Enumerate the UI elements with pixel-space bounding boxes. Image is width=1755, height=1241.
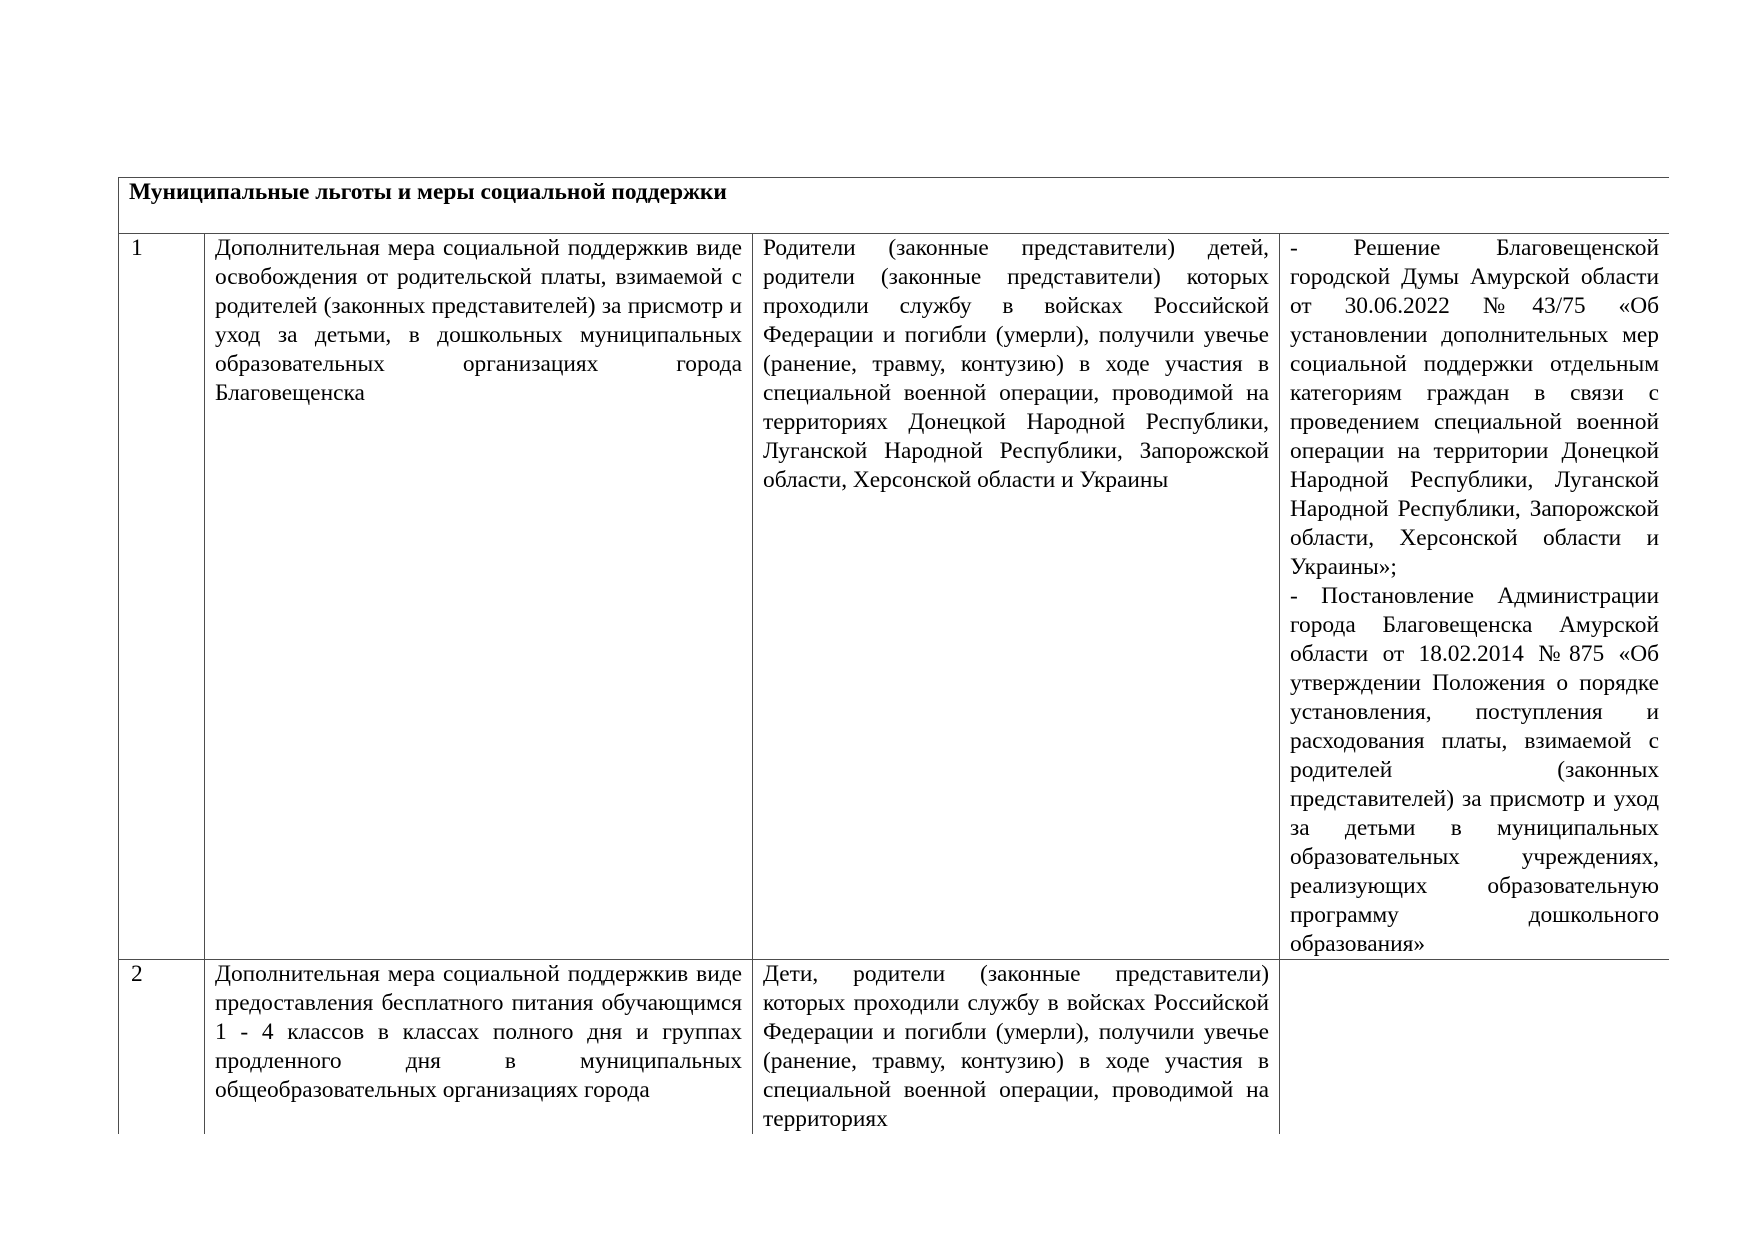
measure-cell: Дополнительная мера социальной поддержкив виде освобождения от родительской платы, взимаемой с родителей (законных представителей) за присмотр и уход за детьми, в дошкольных муниципальных образовательных организациях города Благовещенска <box>205 234 753 960</box>
table-row <box>119 960 1670 1135</box>
benefits-table-container <box>118 177 1669 1134</box>
table-header-row <box>119 178 1670 234</box>
measure-cell: Дополнительная мера социальной поддержкив виде предоставления бесплатного питания обучающимся 1 - 4 классов в классах полного дня и группах продленного дня в муниципальных общеобразовательных организациях города <box>205 960 753 1135</box>
recipients-cell: Дети, родители (законные представители) которых проходили службу в войсках Российской Федерации и погибли (умерли), получили увечье (ранение, травму, контузию) в ходе участия в специальной военной операции, проводимой на территориях <box>753 960 1280 1135</box>
table-title: Муниципальные льготы и меры социальной поддержки <box>119 178 1670 234</box>
legal-basis-item: - Постановление Администрации города Благовещенска Амурской области от 18.02.2014 №875 «Об утверждении Положения о порядке установления, поступления и расходования платы, взимаемой с родителей (законных представителей) за присмотр и уход за детьми в муниципальных образовательных учреждениях, реализующих образовательную программу дошкольного образования» <box>1290 583 1660 957</box>
recipients-cell: Родители (законные представители) детей, родители (законные представители) которых проходили службу в войсках Российской Федерации и погибли (умерли), получили увечье (ранение, травму, контузию) в ходе участия в специальной военной операции, проводимой на территориях Донецкой Народной Республики, Луганской Народной Республики, Запорожской области, Херсонской области и Украины <box>753 234 1280 960</box>
benefits-table <box>118 177 1669 1134</box>
row-number: 1 <box>119 234 205 960</box>
legal-basis-cell <box>1280 960 1670 1135</box>
table-row <box>119 234 1670 960</box>
legal-basis-cell <box>1280 234 1670 960</box>
legal-basis-item: - Решение Благовещенской городской Думы Амурской области от 30.06.2022 №43/75 «Об установлении дополнительных мер социальной поддержки отдельным категориям граждан в связи с проведением специальной военной операции на территории Донецкой Народной Республики, Луганской Народной Республики, Запорожской области, Херсонской области и Украины»; <box>1290 235 1660 580</box>
row-number: 2 <box>119 960 205 1135</box>
